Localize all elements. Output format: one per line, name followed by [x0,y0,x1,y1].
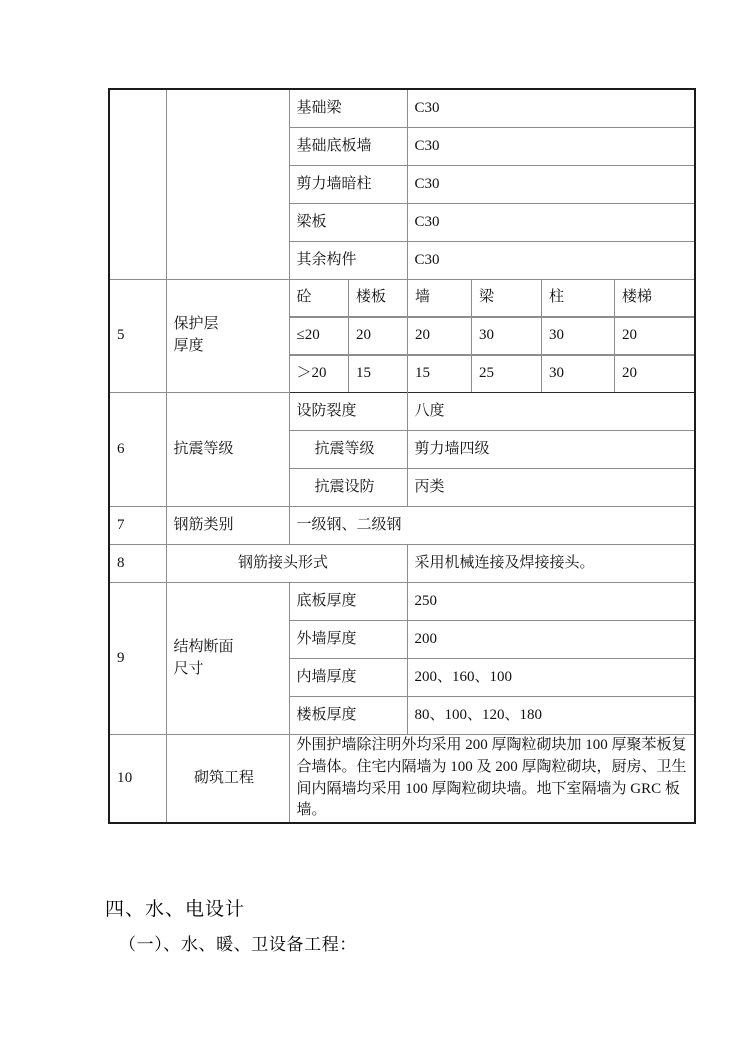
cell-value: 采用机械连接及焊接接头。 [407,545,695,583]
table-row [109,735,695,824]
row-number: 9 [109,583,166,735]
sub-label: 其余构件 [289,242,407,280]
section-subheading: （一）、水、暖、卫设备工程： [119,935,357,954]
matrix-cell: 20 [615,356,696,393]
table-row [109,545,695,583]
sub-label: 剪力墙暗柱 [289,166,407,204]
row-number [109,89,166,280]
matrix-cell: 15 [408,356,472,393]
matrix-cell: 30 [472,318,542,355]
row-label: 钢筋类别 [166,507,289,545]
cell-value: 丙类 [407,469,695,507]
sub-label: 梁板 [289,204,407,242]
cell-value: C30 [407,166,695,204]
sub-label: 基础梁 [289,89,407,128]
cell-value: 80、100、120、180 [407,697,695,735]
matrix-cell: 30 [542,318,615,355]
matrix-header-cell: 楼梯 [615,280,696,317]
cell-value: C30 [407,128,695,166]
cell-value: 一级钢、二级钢 [289,507,695,545]
sub-label: 基础底板墙 [289,128,407,166]
sub-label: 楼板厚度 [289,697,407,735]
row-number: 5 [109,280,166,393]
row-label-line2: 厚度 [173,338,204,354]
cell-value: 剪力墙四级 [407,431,695,469]
matrix-cell: 30 [542,356,615,393]
matrix-cell: ＞20 [290,356,349,393]
row-number: 8 [109,545,166,583]
row-label-line1: 保护层 [173,316,219,333]
structural-spec-table [108,88,696,824]
sub-label: 底板厚度 [289,583,407,621]
section-heading: 四、水、电设计 [105,899,246,920]
table-row [109,507,695,545]
sub-label: 内墙厚度 [289,659,407,697]
table-row [109,583,695,621]
cell-value: 八度 [407,393,695,431]
row-label: 钢筋接头形式 [166,545,407,583]
cell-value: C30 [407,204,695,242]
row-label [166,583,289,735]
cell-value: 250 [407,583,695,621]
cell-value: C30 [407,242,695,280]
table-row [109,280,695,318]
row-label-line2: 尺寸 [173,660,204,677]
cell-value: 200 [407,621,695,659]
matrix-header-cell: 柱 [542,280,615,317]
row-label: 抗震等级 [166,393,289,507]
row-label: 砌筑工程 [166,735,289,824]
sub-label: 外墙厚度 [289,621,407,659]
matrix-header-cell: 墙 [408,280,472,317]
matrix-cell: ≤20 [290,318,349,355]
sub-label: 设防裂度 [289,393,407,431]
matrix-cell: 15 [349,356,408,393]
row-number: 6 [109,393,166,507]
matrix-data-row [289,317,695,355]
row-number: 10 [109,735,166,824]
cell-paragraph: 外围护墙除注明外均采用 200 厚陶粒砌块加 100 厚聚苯板复合墙体。住宅内隔墙为 100 及 200 厚陶粒砌块，厨房、卫生间内隔墙均采用 100 厚陶粒砌块墙。地下室隔墙为 GRC 板墙。 [289,735,695,824]
matrix-cell: 25 [472,356,542,393]
sub-label: 抗震等级 [289,431,407,469]
cell-value: 200、160、100 [407,659,695,697]
matrix-cell: 20 [408,318,472,355]
matrix-data-row [289,355,695,393]
cell-value: C30 [407,89,695,128]
matrix-header-cell: 楼板 [349,280,408,317]
row-label [166,89,289,280]
matrix-cell: 20 [615,318,696,355]
row-label [166,280,289,393]
sub-label: 抗震设防 [289,469,407,507]
table-row [109,89,695,128]
matrix-header-row [289,280,695,318]
matrix-header-cell: 梁 [472,280,542,317]
matrix-cell: 20 [349,318,408,355]
row-label-line1: 结构断面 [173,638,234,655]
row-number: 7 [109,507,166,545]
matrix-header-cell: 砼 [290,280,349,317]
table-row [109,393,695,431]
